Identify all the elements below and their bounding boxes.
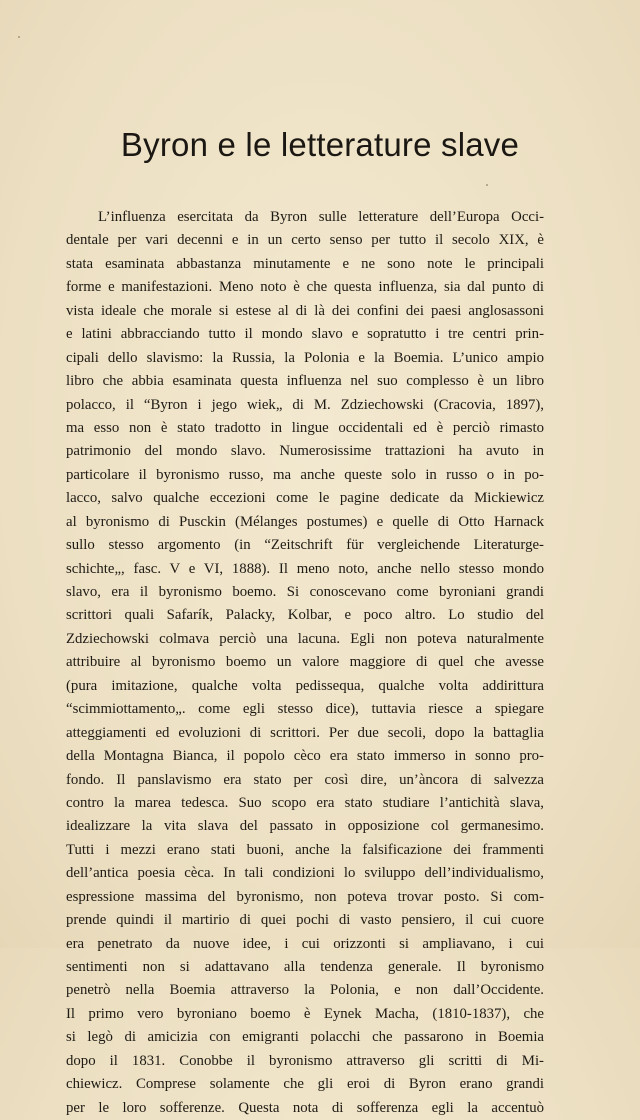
text-line: era penetrato da nuove idee, i cui orizzonti si ampliavano, i cui (66, 935, 544, 952)
text-line: sullo stesso argomento (in “Zeitschrift für vergleichende Literaturge- (66, 537, 544, 554)
paper-speck (486, 184, 488, 186)
text-line: per le loro sofferenze. Questa nota di sofferenza egli la accentuò (66, 1099, 544, 1116)
text-line: libro che abbia esaminata questa influenza nel suo complesso è un libro (66, 373, 544, 390)
text-line: idealizzare la vita slava del passato in opposizione col germanesimo. (66, 818, 544, 835)
text-line: schichte„, fasc. V e VI, 1888). Il meno noto, anche nello stesso mondo (66, 560, 544, 577)
text-line: atteggiamenti ed evoluzioni di scrittori. Per due secoli, dopo la battaglia (66, 724, 544, 741)
text-line: della Montagna Bianca, il popolo cèco era stato immerso in sonno pro- (66, 748, 544, 765)
text-line: Zdziechowski colmava perciò una lacuna. Egli non poteva naturalmente (66, 630, 544, 647)
text-line: al byronismo di Pusckin (Mélanges postumes) e quelle di Otto Harnack (66, 513, 544, 530)
text-line: scrittori quali Safarík, Palacky, Kolbar, e poco altro. Lo studio del (66, 607, 544, 624)
text-line: Il primo vero byroniano boemo è Eynek Macha, (1810-1837), che (66, 1005, 544, 1022)
chapter-title: Byron e le letterature slave (120, 126, 520, 163)
text-line: L’influenza esercitata da Byron sulle letterature dell’Europa Occi- (98, 209, 544, 225)
text-line: polacco, il “Byron i jego wiek„ di M. Zdziechowski (Cracovia, 1897), (66, 396, 544, 413)
text-line: attribuire al byronismo boemo un valore maggiore di quel che avesse (66, 654, 544, 671)
text-line: penetrò nella Boemia attraverso la Polonia, e non dall’Occidente. (66, 982, 544, 999)
text-line: prende quindi il martirio di quei pochi di vasto pensiero, il cui cuore (66, 912, 544, 929)
text-line: lacco, salvo qualche eccezioni come le pagine dedicate da Mickiewicz (66, 490, 544, 507)
text-line: Tutti i mezzi erano stati buoni, anche la falsificazione dei frammenti (66, 841, 544, 858)
text-line: slavo, era il byronismo boemo. Si conoscevano come byroniani grandi (66, 584, 544, 600)
paper-speck (18, 36, 20, 38)
text-line: vista ideale che morale si estese al di là dei confini dei paesi anglosassoni (66, 302, 544, 319)
text-line: forme e manifestazioni. Meno noto è che questa influenza, sia dal punto di (66, 279, 544, 296)
text-line: dell’antica poesia cèca. In tali condizioni lo sviluppo dell’individualismo, (66, 865, 544, 882)
text-line: patrimonio del mondo slavo. Numerosissime trattazioni ha avuto in (66, 443, 544, 460)
text-line: ma esso non è stato tradotto in lingue occidentali ed è perciò rimasto (66, 419, 544, 436)
body-text (66, 206, 544, 1120)
text-line: cipali dello slavismo: la Russia, la Polonia e la Boemia. L’unico ampio (66, 349, 544, 366)
text-line: contro la marea tedesca. Suo scopo era stato studiare l’antichità slava, (66, 794, 544, 811)
text-line: (pura imitazione, qualche volta pedissequa, qualche volta addirittura (66, 677, 544, 694)
text-line: sentimenti non si adattavano alla tendenza generale. Il byronismo (66, 959, 544, 975)
text-line: dopo il 1831. Conobbe il byronismo attraverso gli scritti di Mi- (66, 1052, 544, 1069)
text-line: chiewicz. Comprese solamente che gli eroi di Byron erano grandi (66, 1076, 544, 1093)
text-line: stata esaminata abbastanza minutamente e ne sono note le principali (66, 255, 544, 272)
text-line: dentale per vari decenni e in un certo senso per tutto il secolo XIX, è (66, 232, 544, 249)
text-line: particolare il byronismo russo, ma anche queste solo in russo o in po- (66, 466, 544, 483)
text-line: si legò di amicizia con emigranti polacchi che passarono in Boemia (66, 1029, 544, 1046)
text-line: fondo. Il panslavismo era stato per così dire, un’àncora di salvezza (66, 771, 544, 788)
text-line: e latini abbracciando tutto il mondo slavo e sopratutto i tre centri prin- (66, 326, 544, 343)
text-line: espressione massima del byronismo, non poteva trovar posto. Si com- (66, 888, 544, 905)
text-line: “scimmiottamento„. come egli stesso dice), tuttavia riesce a spiegare (66, 701, 544, 718)
